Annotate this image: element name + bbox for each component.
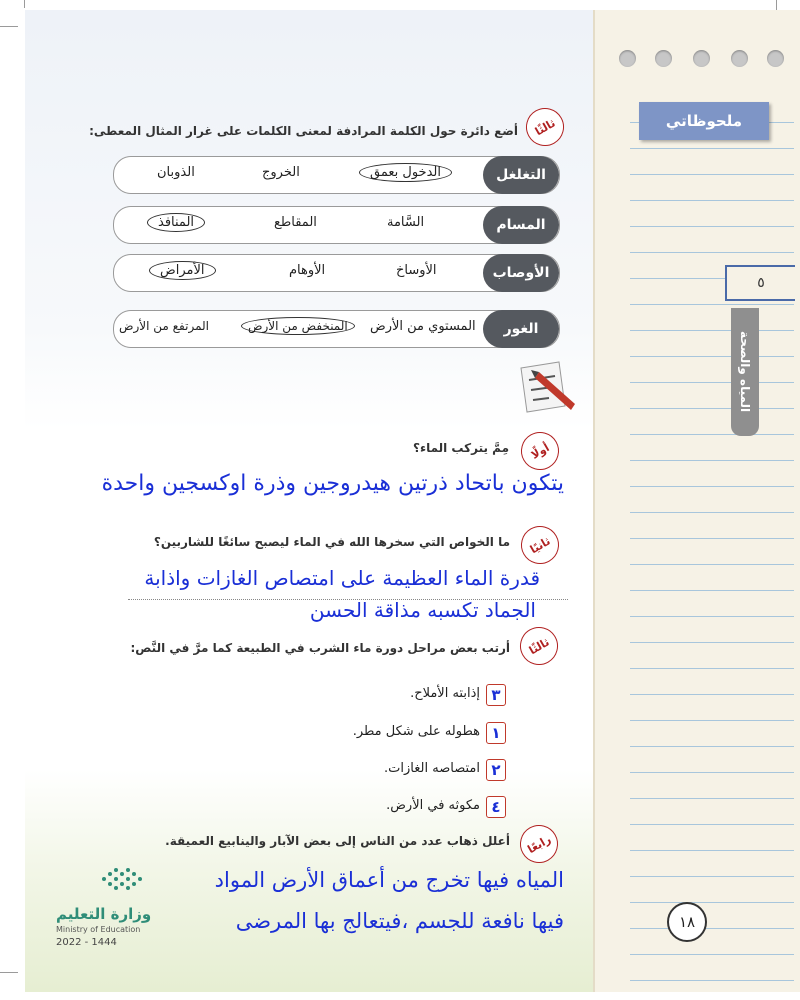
note-line	[630, 642, 794, 643]
answer-line	[128, 599, 568, 600]
ministry-name-en: Ministry of Education	[56, 925, 141, 934]
unit-title: المياه والصحة	[738, 331, 752, 413]
step-number[interactable]: ٤	[486, 796, 506, 818]
ministry-branding	[56, 905, 151, 948]
vocab-word: التغلغل	[483, 156, 559, 194]
q2-question: ما الخواص التي سخرها الله في الماء ليصبح سائغًا للشاربين؟	[153, 535, 510, 549]
q2-answer-line2[interactable]: الجماد تكسبه مذاقة الحسن	[309, 598, 536, 622]
step-text: مكوثه في الأرض.	[386, 798, 480, 813]
note-line	[630, 356, 794, 357]
vocab-row	[113, 206, 560, 244]
vocab-row	[113, 156, 560, 194]
crop-mark	[0, 26, 18, 27]
vocab-option-circled[interactable]: المنافذ	[147, 213, 205, 232]
section-badge: أولًا	[514, 425, 566, 477]
q1-answer[interactable]: يتكون باتحاد ذرتين هيدروجين وذرة اوكسجين واحدة	[101, 471, 564, 496]
q4-question: أعلل ذهاب عدد من الناس إلى بعض الآبار والينابيع العميقة.	[165, 834, 510, 848]
ministry-logo-icon	[100, 866, 150, 896]
note-line	[630, 382, 794, 383]
note-line	[630, 174, 794, 175]
note-line	[630, 850, 794, 851]
note-line	[630, 876, 794, 877]
note-line	[630, 460, 794, 461]
step-text: امتصاصه الغازات.	[384, 761, 480, 776]
q2-answer-line1[interactable]: قدرة الماء العظيمة على امتصاص الغازات واذابة	[144, 566, 540, 590]
vocab-option-circled[interactable]: الدخول بعمق	[359, 163, 452, 182]
note-line	[630, 720, 794, 721]
note-line	[630, 226, 794, 227]
vocab-option[interactable]: الذوبان	[157, 165, 195, 180]
binder-hole	[693, 50, 710, 67]
section-badge: ثانيًا	[514, 519, 566, 571]
note-line	[630, 928, 794, 929]
vocab-option-circled[interactable]: الأمراض	[149, 261, 216, 280]
q3-question: أرتب بعض مراحل دورة ماء الشرب في الطبيعة كما مرَّ في النَّص:	[130, 641, 510, 655]
note-line	[630, 330, 794, 331]
edition-year: 2022 - 1444	[56, 937, 117, 948]
note-line	[630, 564, 794, 565]
note-line	[630, 746, 794, 747]
notes-title: ملحوظاتي	[639, 102, 769, 140]
vocab-word: الغور	[483, 310, 559, 348]
note-line	[630, 824, 794, 825]
note-line	[630, 434, 794, 435]
step-text: إذابته الأملاح.	[410, 686, 480, 701]
notes-column	[593, 10, 800, 992]
note-line	[630, 486, 794, 487]
note-line	[630, 538, 794, 539]
vocab-row	[113, 310, 560, 348]
note-line	[630, 772, 794, 773]
note-line	[630, 408, 794, 409]
step-number[interactable]: ١	[486, 722, 506, 744]
note-line	[630, 954, 794, 955]
note-line	[630, 980, 794, 981]
note-line	[630, 668, 794, 669]
binder-hole	[731, 50, 748, 67]
unit-tab	[731, 308, 759, 436]
note-line	[630, 304, 794, 305]
vocab-option[interactable]: الأوساخ	[396, 263, 437, 278]
vocab-word: الأوصاب	[483, 254, 559, 292]
section-badge: ثالثًا	[519, 101, 571, 153]
binder-hole	[655, 50, 672, 67]
binder-hole	[619, 50, 636, 67]
note-line	[630, 798, 794, 799]
ministry-name-ar: وزارة التعليم	[56, 905, 152, 923]
vocab-option[interactable]: الأوهام	[289, 263, 326, 278]
note-line	[630, 616, 794, 617]
q1-question: مِمَّ يتركب الماء؟	[412, 441, 509, 455]
vocab-option[interactable]: المستوي من الأرض	[370, 319, 476, 334]
vocab-instruction: أضع دائرة حول الكلمة المرادفة لمعنى الكلمات على غرار المثال المعطى:	[89, 124, 518, 138]
step-text: هطوله على شكل مطر.	[352, 724, 480, 739]
crop-mark	[0, 972, 18, 973]
note-line	[630, 148, 794, 149]
pen-paper-icon	[515, 358, 581, 416]
note-line	[630, 512, 794, 513]
step-number[interactable]: ٣	[486, 684, 506, 706]
note-line	[630, 200, 794, 201]
section-badge: رابعًا	[513, 818, 565, 870]
vocab-option[interactable]: المقاطع	[274, 215, 317, 230]
crop-mark	[24, 0, 25, 8]
note-line	[630, 590, 794, 591]
vocab-option[interactable]: المرتفع من الأرض	[119, 319, 210, 333]
vocab-option[interactable]: السَّامة	[387, 215, 425, 230]
q4-answer-line1[interactable]: المياه فيها تخرج من أعماق الأرض المواد	[214, 868, 564, 892]
note-line	[630, 252, 794, 253]
vocab-option-circled[interactable]: المنخفض من الأرض	[241, 317, 355, 335]
q4-answer-line2[interactable]: فيها نافعة للجسم ،فيتعالج بها المرضى	[235, 909, 564, 933]
vocab-word: المسام	[483, 206, 559, 244]
section-badge: ثالثًا	[513, 620, 565, 672]
page-number: ١٨	[667, 902, 707, 942]
note-line	[630, 902, 794, 903]
binder-hole	[767, 50, 784, 67]
vocab-row	[113, 254, 560, 292]
note-line	[630, 694, 794, 695]
unit-number: ٥	[725, 265, 795, 301]
vocab-option[interactable]: الخروج	[262, 165, 300, 180]
step-number[interactable]: ٢	[486, 759, 506, 781]
